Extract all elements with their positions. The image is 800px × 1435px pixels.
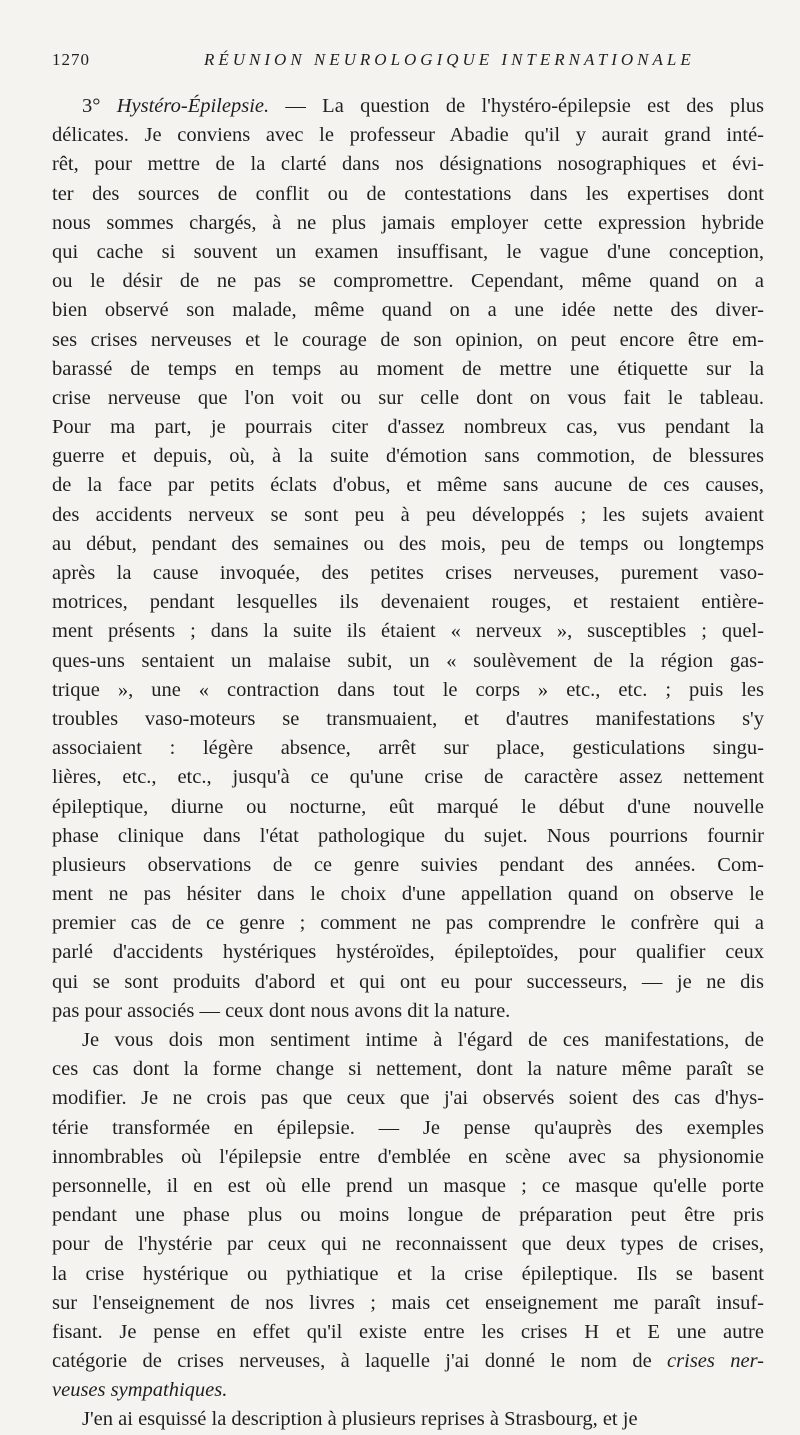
text-line: ter des sources de conflit ou de contestations dans les expertises dont [52, 182, 764, 205]
text-line: catégorie de crises nerveuses, à laquelle j'ai donné le nom de crises ner- [52, 1350, 764, 1373]
text-line: crise nerveuse que l'on voit ou sur celle dont on vous fait le tableau. [52, 386, 764, 409]
text-line: ces cas dont la forme change si nettement, dont la nature même paraît se [52, 1058, 764, 1081]
text-line: ques-uns sentaient un malaise subit, un « soulèvement de la région gas- [52, 649, 764, 672]
text-line: bien observé son malade, même quand on a une idée nette des diver- [52, 299, 764, 322]
text-line: phase clinique dans l'état pathologique du sujet. Nous pourrions fournir [52, 824, 764, 847]
running-title: RÉUNION NEUROLOGIQUE INTERNATIONALE [204, 50, 695, 69]
text-line: J'en ai esquissé la description à plusieurs reprises à Strasbourg, et je [82, 1408, 638, 1431]
text-line: qui cache si souvent un examen insuffisant, le vague d'une conception, [52, 240, 764, 263]
text-line: plusieurs observations de ce genre suivies pendant des années. Com- [52, 853, 764, 876]
body-text [52, 92, 764, 1435]
text-line: parlé d'accidents hystériques hystéroïdes, épileptoïdes, pour qualifier ceux [52, 941, 764, 964]
text-line: épileptique, diurne ou nocturne, eût marqué le début d'une nouvelle [52, 795, 764, 818]
text-line: fisant. Je pense en effet qu'il existe entre les crises H et E une autre [52, 1320, 764, 1343]
text-line: rêt, pour mettre de la clarté dans nos désignations nosographiques et évi- [52, 153, 764, 176]
text-line: 3° Hystéro-Épilepsie. — La question de l'hystéro-épilepsie est des plus [82, 95, 764, 117]
text-line: après la cause invoquée, des petites crises nerveuses, purement vaso- [52, 562, 764, 584]
text-line: délicates. Je conviens avec le professeur Abadie qu'il y aurait grand inté- [52, 124, 764, 147]
text-line: trique », une « contraction dans tout le corps » etc., etc. ; puis les [52, 678, 764, 701]
text-line: sur l'enseignement de nos livres ; mais cet enseignement me paraît insuf- [52, 1291, 764, 1314]
text-line: des accidents nerveux se sont peu à peu développés ; les sujets avaient [52, 503, 764, 526]
text-line: premier cas de ce genre ; comment ne pas comprendre le confrère qui a [52, 912, 764, 935]
text-line: troubles vaso-moteurs se transmuaient, et d'autres manifestations s'y [52, 707, 764, 730]
page-header [52, 50, 740, 76]
text-line: personnelle, il en est où elle prend un masque ; ce masque qu'elle porte [52, 1174, 764, 1197]
text-line: ses crises nerveuses et le courage de son opinion, on peut encore être em- [52, 328, 764, 351]
text-line: pour de l'hystérie par ceux qui ne reconnaissent que deux types de crises, [52, 1233, 764, 1256]
text-line: innombrables où l'épilepsie entre d'emblée en scène avec sa physionomie [52, 1145, 764, 1168]
text-line: qui se sont produits d'abord et qui ont eu pour successeurs, — je ne dis [52, 970, 764, 993]
page-number: 1270 [52, 50, 90, 69]
text-line: de la face par petits éclats d'obus, et même sans aucune de ces causes, [52, 474, 764, 497]
text-line: pendant une phase plus ou moins longue de préparation peut être pris [52, 1204, 764, 1227]
text-line: nous sommes chargés, à ne plus jamais employer cette expression hybride [52, 211, 764, 234]
text-line: veuses sympathiques. [52, 1379, 228, 1402]
text-line: Je vous dois mon sentiment intime à l'égard de ces manifestations, de [82, 1029, 764, 1051]
text-line: ment ne pas hésiter dans le choix d'une appellation quand on observe le [52, 883, 764, 906]
text-line: associaient : légère absence, arrêt sur place, gesticulations singu- [52, 737, 764, 760]
text-line: modifier. Je ne crois pas que ceux que j'ai observés soient des cas d'hys- [52, 1087, 764, 1110]
text-line: la crise hystérique ou pythiatique et la crise épileptique. Ils se basent [52, 1262, 764, 1285]
text-line: pas pour associés — ceux dont nous avons dit la nature. [52, 999, 511, 1022]
text-line: motrices, pendant lesquelles ils devenaient rouges, et restaient entière- [52, 591, 764, 614]
text-line: guerre et depuis, où, à la suite d'émotion sans commotion, de blessures [52, 445, 764, 468]
text-line: térie transformée en épilepsie. — Je pense qu'auprès des exemples [52, 1116, 764, 1139]
text-line: lières, etc., etc., jusqu'à ce qu'une crise de caractère assez nettement [52, 766, 764, 789]
text-line: barassé de temps en temps au moment de mettre une étiquette sur la [52, 357, 764, 380]
text-line: au début, pendant des semaines ou des mois, peu de temps ou longtemps [52, 532, 764, 555]
text-line: Pour ma part, je pourrais citer d'assez nombreux cas, vus pendant la [52, 416, 764, 439]
text-line: ou le désir de ne pas se compromettre. Cependant, même quand on a [52, 270, 764, 293]
text-line: ment présents ; dans la suite ils étaient « nerveux », susceptibles ; quel- [52, 620, 764, 643]
